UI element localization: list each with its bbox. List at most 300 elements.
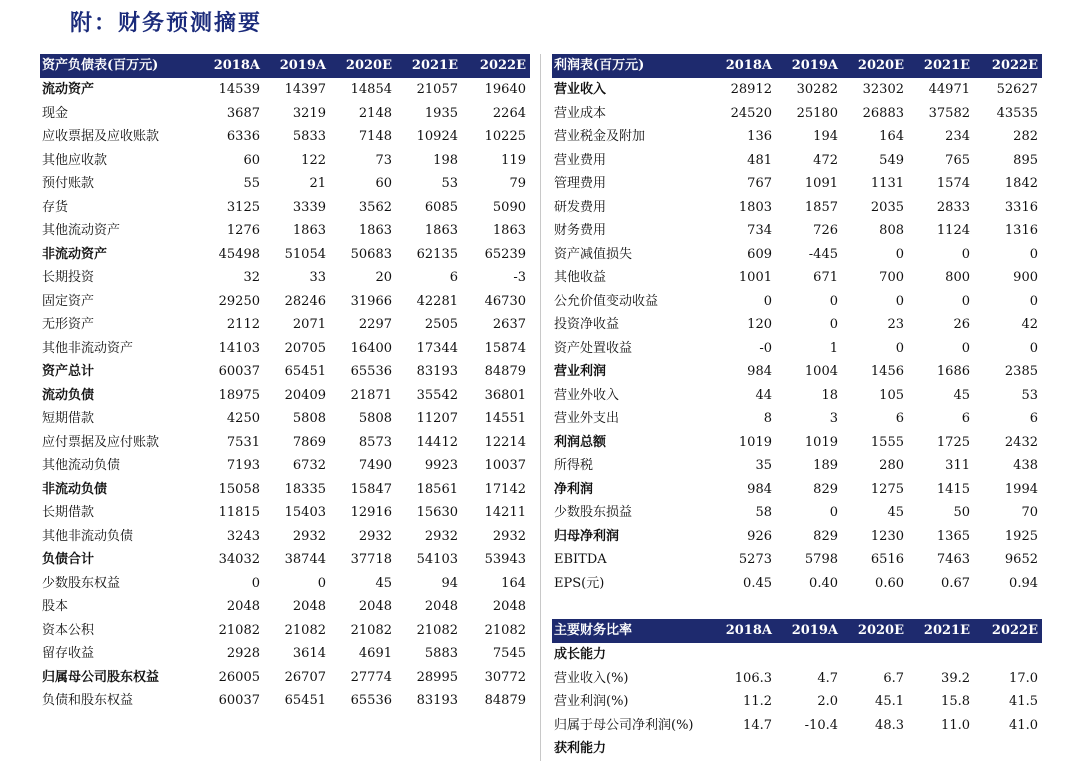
cell-value: 60 [375,176,392,191]
cell-value: 3614 [292,646,326,661]
cell-value: 6 [961,411,970,426]
income-statement-title: 利润表(百万元) [552,54,710,78]
cell-value: 0 [961,246,970,262]
cell-value: 0.45 [743,575,772,591]
cell-value: 0 [895,246,904,262]
row-label: 净利润 [554,481,594,497]
cell-value: 14397 [284,82,326,97]
row-label: 资产减值损失 [554,246,633,262]
ratios-body [552,643,1042,761]
cell-value: 0.60 [875,575,904,591]
cell-value: 52627 [996,82,1038,97]
cell-value: 14103 [218,340,260,356]
table-row [40,196,530,220]
row-label: 归属于母公司净利润(%) [554,717,694,733]
cell-value [974,643,1042,667]
cell-value: 0 [895,293,904,309]
cell-value: 84879 [484,364,526,379]
cell-value: 6516 [870,552,904,567]
cell-value: 58 [755,505,772,520]
row-label: 财务费用 [554,223,607,238]
row-label: 流动负债 [42,387,95,403]
table-row [552,667,1042,691]
row-label: 固定资产 [42,293,95,309]
year-header: 2018A [710,54,776,78]
table-row [40,642,530,666]
cell-value: 189 [813,458,838,473]
table-row [40,548,530,572]
cell-value: 767 [747,176,772,191]
row-label: 资本公积 [42,622,95,638]
table-row [552,454,1042,478]
cell-value: 5833 [292,129,326,144]
year-header: 2018A [710,619,776,643]
cell-value: 2928 [226,646,260,661]
cell-value: 42 [1021,317,1038,332]
cell-value [842,643,908,667]
cell-value: 12916 [350,505,392,520]
cell-value: 1316 [1004,223,1038,238]
year-header: 2022E [974,619,1042,643]
cell-value: 18 [821,387,838,403]
cell-value: 1019 [804,434,838,450]
cell-value: 2932 [492,528,526,544]
cell-value: 3219 [292,105,326,121]
cell-value: 2297 [358,317,392,332]
cell-value: 34032 [218,552,260,567]
year-header: 2019A [776,619,842,643]
cell-value: 926 [747,528,772,544]
row-label: 短期借款 [42,411,95,426]
cell-value: 7869 [292,434,326,450]
cell-value: 1276 [226,223,260,238]
cell-value: 45 [375,575,392,591]
table-row [552,266,1042,290]
year-header: 2021E [396,54,462,78]
table-row [40,595,530,619]
cell-value: 35 [755,458,772,473]
table-row [40,431,530,455]
cell-value: 800 [945,270,970,285]
table-row [552,102,1042,126]
cell-value: 43535 [996,105,1038,121]
cell-value: 1994 [1004,481,1038,497]
cell-value: 26707 [284,669,326,685]
row-label: 资产处置收益 [554,340,633,356]
cell-value: 31966 [350,293,392,309]
cell-value: 20 [375,270,392,285]
cell-value: 3562 [358,199,392,215]
cell-value: 41.0 [1009,717,1038,733]
cell-value: 10924 [416,129,458,144]
table-row [40,125,530,149]
cell-value: 6336 [226,129,260,144]
cell-value: 1131 [870,176,904,191]
table-row [552,431,1042,455]
cell-value: 54103 [416,552,458,567]
cell-value [776,643,842,667]
table-row [40,454,530,478]
cell-value: 7148 [358,129,392,144]
row-label: 负债和股东权益 [42,693,134,708]
cell-value: 27774 [350,669,392,685]
cell-value: 12214 [484,434,526,450]
cell-value: 5798 [804,552,838,567]
cell-value: 1004 [804,364,838,379]
ratios-title: 主要财务比率 [552,619,710,643]
row-label: 非流动资产 [42,246,108,262]
row-label: 其他收益 [554,270,607,285]
cell-value: 21082 [350,622,392,638]
cell-value: 15630 [416,505,458,520]
cell-value: 15.8 [941,694,970,709]
cell-value: 0 [1029,340,1038,356]
table-row [552,360,1042,384]
table-row [40,78,530,102]
table-row [40,689,530,713]
cell-value: 10037 [484,458,526,473]
cell-value: 105 [879,387,904,403]
cell-value: 0 [317,575,326,591]
cell-value: 194 [813,129,838,144]
cell-value: 119 [501,152,526,168]
year-header: 2022E [974,54,1042,78]
cell-value: 1275 [870,481,904,497]
table-row [552,149,1042,173]
table-row [552,196,1042,220]
cell-value: 62135 [416,246,458,262]
cell-value: 17142 [484,481,526,497]
cell-value: 2932 [358,528,392,544]
cell-value: 38744 [284,552,326,567]
cell-value: 30772 [484,669,526,685]
cell-value: 895 [1013,152,1038,168]
cell-value: 700 [879,270,904,285]
cell-value: 65451 [284,364,326,379]
cell-value: 2385 [1004,364,1038,379]
row-label: 其他应收款 [42,152,108,168]
cell-value: 70 [1021,505,1038,520]
table-row [40,572,530,596]
row-label: 其他流动资产 [42,223,121,238]
cell-value: 84879 [484,693,526,708]
table-row [40,501,530,525]
table-row [552,548,1042,572]
row-label: 预付账款 [42,176,95,191]
cell-value: 32 [243,270,260,285]
cell-value: 60037 [218,693,260,708]
cell-value: 0.67 [941,575,970,591]
cell-value: 26005 [218,669,260,685]
cell-value: 33 [309,270,326,285]
row-label: 非流动负债 [42,481,108,497]
cell-value: 1415 [936,481,970,497]
cell-value: 21 [309,176,326,191]
cell-value: 21057 [416,82,458,97]
cell-value: 2048 [226,599,260,614]
cell-value: 18335 [284,481,326,497]
cell-value: 15847 [350,481,392,497]
cell-value: 2.0 [817,694,838,709]
table-row [40,525,530,549]
year-header: 2020E [330,54,396,78]
row-label: 营业外收入 [554,387,620,403]
cell-value: -445 [808,246,838,262]
table-row [40,290,530,314]
cell-value: 53943 [484,552,526,567]
cell-value: 23 [887,317,904,332]
cell-value: 280 [879,458,904,473]
table-row [40,102,530,126]
cell-value: 1686 [936,364,970,379]
cell-value: 3125 [226,199,260,215]
cell-value: 18561 [416,481,458,497]
row-label: 营业费用 [554,152,607,168]
cell-value: 18975 [218,387,260,403]
cell-value: 60037 [218,364,260,379]
financial-ratios-table [552,619,1042,761]
table-row [40,243,530,267]
table-row [552,313,1042,337]
cell-value: 0 [829,317,838,332]
cell-value: 984 [747,364,772,379]
table-row [40,313,530,337]
table-row [40,266,530,290]
cell-value: 3 [829,411,838,426]
cell-value: 808 [879,223,904,238]
cell-value: 1091 [804,176,838,191]
cell-value: 11815 [218,505,260,520]
year-header: 2021E [908,619,974,643]
cell-value: 83193 [416,364,458,379]
cell-value: -0 [759,340,772,356]
cell-value: 120 [747,317,772,332]
cell-value: 17.0 [1009,670,1038,686]
table-row [552,243,1042,267]
table-row [552,572,1042,596]
cell-value: 21082 [284,622,326,638]
cell-value: 94 [441,575,458,591]
cell-value: 1 [829,340,838,356]
cell-value: 32302 [862,82,904,97]
cell-value: 50 [953,505,970,520]
cell-value [776,737,842,761]
row-label: 归属母公司股东权益 [42,669,160,685]
table-row [40,219,530,243]
row-label: 留存收益 [42,646,95,661]
table-header-row [552,619,1042,643]
cell-value: 1857 [804,199,838,215]
cell-value: 41.5 [1009,694,1038,709]
row-label: 利润总额 [554,434,607,450]
cell-value: 0 [895,340,904,356]
cell-value: 16400 [350,340,392,356]
cell-value: 19640 [484,82,526,97]
table-row [552,690,1042,714]
cell-value: 9652 [1004,552,1038,567]
table-header-row [552,54,1042,78]
cell-value: 6 [895,411,904,426]
cell-value: 20409 [284,387,326,403]
table-row [552,714,1042,738]
cell-value: 17344 [416,340,458,356]
table-row [552,407,1042,431]
row-label: EBITDA [554,552,607,567]
cell-value: 2264 [492,105,526,121]
page-title: 附：财务预测摘要 [70,10,263,36]
cell-value: 829 [813,481,838,497]
row-label: 长期借款 [42,505,95,520]
cell-value: -10.4 [804,717,838,733]
cell-value: 1803 [738,199,772,215]
cell-value: 21082 [218,622,260,638]
row-label: 资产总计 [42,364,95,379]
cell-value: 4.7 [817,670,838,686]
row-label: 成长能力 [554,647,607,662]
row-label: 现金 [42,105,69,121]
cell-value: 2637 [492,317,526,332]
row-label: 少数股东权益 [42,575,121,591]
cell-value: 2112 [226,317,260,332]
cell-value: 42281 [416,293,458,309]
cell-value: 3339 [292,199,326,215]
cell-value: 14211 [484,505,526,520]
cell-value: 28246 [284,293,326,309]
cell-value: 65536 [350,364,392,379]
cell-value: 438 [1013,458,1038,473]
cell-value: 2048 [292,599,326,614]
cell-value: 11.0 [941,717,970,733]
cell-value: 136 [747,129,772,144]
cell-value: 25180 [796,105,838,121]
cell-value: 7193 [226,458,260,473]
cell-value: 45 [887,505,904,520]
cell-value: 1555 [870,434,904,450]
cell-value: 1574 [936,176,970,191]
cell-value: 164 [501,575,526,591]
cell-value: 8573 [358,434,392,450]
row-label: 其他流动负债 [42,458,121,473]
cell-value [974,737,1042,761]
cell-value: 609 [747,246,772,262]
cell-value: 1863 [292,223,326,238]
row-label: 营业收入(%) [554,670,629,686]
row-label: 流动资产 [42,82,95,97]
cell-value: 15403 [284,505,326,520]
cell-value: 14539 [218,82,260,97]
table-row [40,407,530,431]
table-row [552,290,1042,314]
cell-value: 6 [449,270,458,285]
cell-value: 311 [945,458,970,473]
cell-value: 0 [961,340,970,356]
row-label: 研发费用 [554,199,607,215]
cell-value: 2048 [424,599,458,614]
cell-value: 46730 [484,293,526,309]
cell-value: 1230 [870,528,904,544]
table-row [552,737,1042,761]
cell-value: 6 [1029,411,1038,426]
row-label: 股本 [42,599,69,614]
cell-value: 7490 [358,458,392,473]
cell-value: 26883 [862,105,904,121]
table-row [40,666,530,690]
cell-value: 1863 [358,223,392,238]
cell-value: 79 [509,176,526,191]
cell-value: 14854 [350,82,392,97]
row-label: 管理费用 [554,176,607,191]
cell-value: 0 [829,293,838,309]
cell-value: 2048 [358,599,392,614]
cell-value: 1863 [424,223,458,238]
row-label: 无形资产 [42,317,95,332]
cell-value: 0 [1029,246,1038,262]
cell-value: 1001 [738,270,772,285]
cell-value: 0 [251,575,260,591]
cell-value: 53 [1021,387,1038,403]
cell-value: 8 [763,411,772,426]
cell-value: 6085 [424,199,458,215]
cell-value: 45 [953,387,970,403]
cell-value: 26 [953,317,970,332]
year-header: 2019A [776,54,842,78]
cell-value: 900 [1013,270,1038,285]
cell-value: 234 [945,129,970,144]
cell-value: 45.1 [875,694,904,709]
row-label: 公允价值变动收益 [554,293,659,309]
table-row [552,219,1042,243]
table-row [40,619,530,643]
cell-value: 39.2 [941,670,970,686]
cell-value [908,643,974,667]
year-header: 2019A [264,54,330,78]
cell-value: 24520 [730,105,772,121]
table-row [552,643,1042,667]
row-label: 营业成本 [554,105,607,121]
cell-value: 7463 [936,552,970,567]
cell-value: 6732 [292,458,326,473]
cell-value: 60 [243,152,260,168]
cell-value: 21082 [416,622,458,638]
table-row [552,125,1042,149]
cell-value: 829 [813,528,838,544]
cell-value: 2071 [292,317,326,332]
cell-value: 0 [763,293,772,309]
cell-value: 122 [301,152,326,168]
cell-value: 1925 [1004,528,1038,544]
row-label: EPS(元) [554,575,605,591]
balance-sheet-body [40,78,530,713]
cell-value: 2932 [424,528,458,544]
cell-value: 549 [879,152,904,168]
table-row [552,478,1042,502]
cell-value: 28995 [416,669,458,685]
table-header-row [40,54,530,78]
balance-sheet-table [40,54,530,713]
year-header: 2018A [198,54,264,78]
cell-value: 4691 [358,646,392,661]
row-label: 归母净利润 [554,528,620,544]
cell-value: -3 [513,270,526,285]
cell-value: 5808 [358,411,392,426]
cell-value: 106.3 [734,670,772,686]
table-row [552,78,1042,102]
cell-value: 2432 [1004,434,1038,450]
year-header: 2020E [842,54,908,78]
cell-value: 30282 [796,82,838,97]
row-label: 其他非流动负债 [42,528,134,544]
cell-value: 671 [813,270,838,285]
